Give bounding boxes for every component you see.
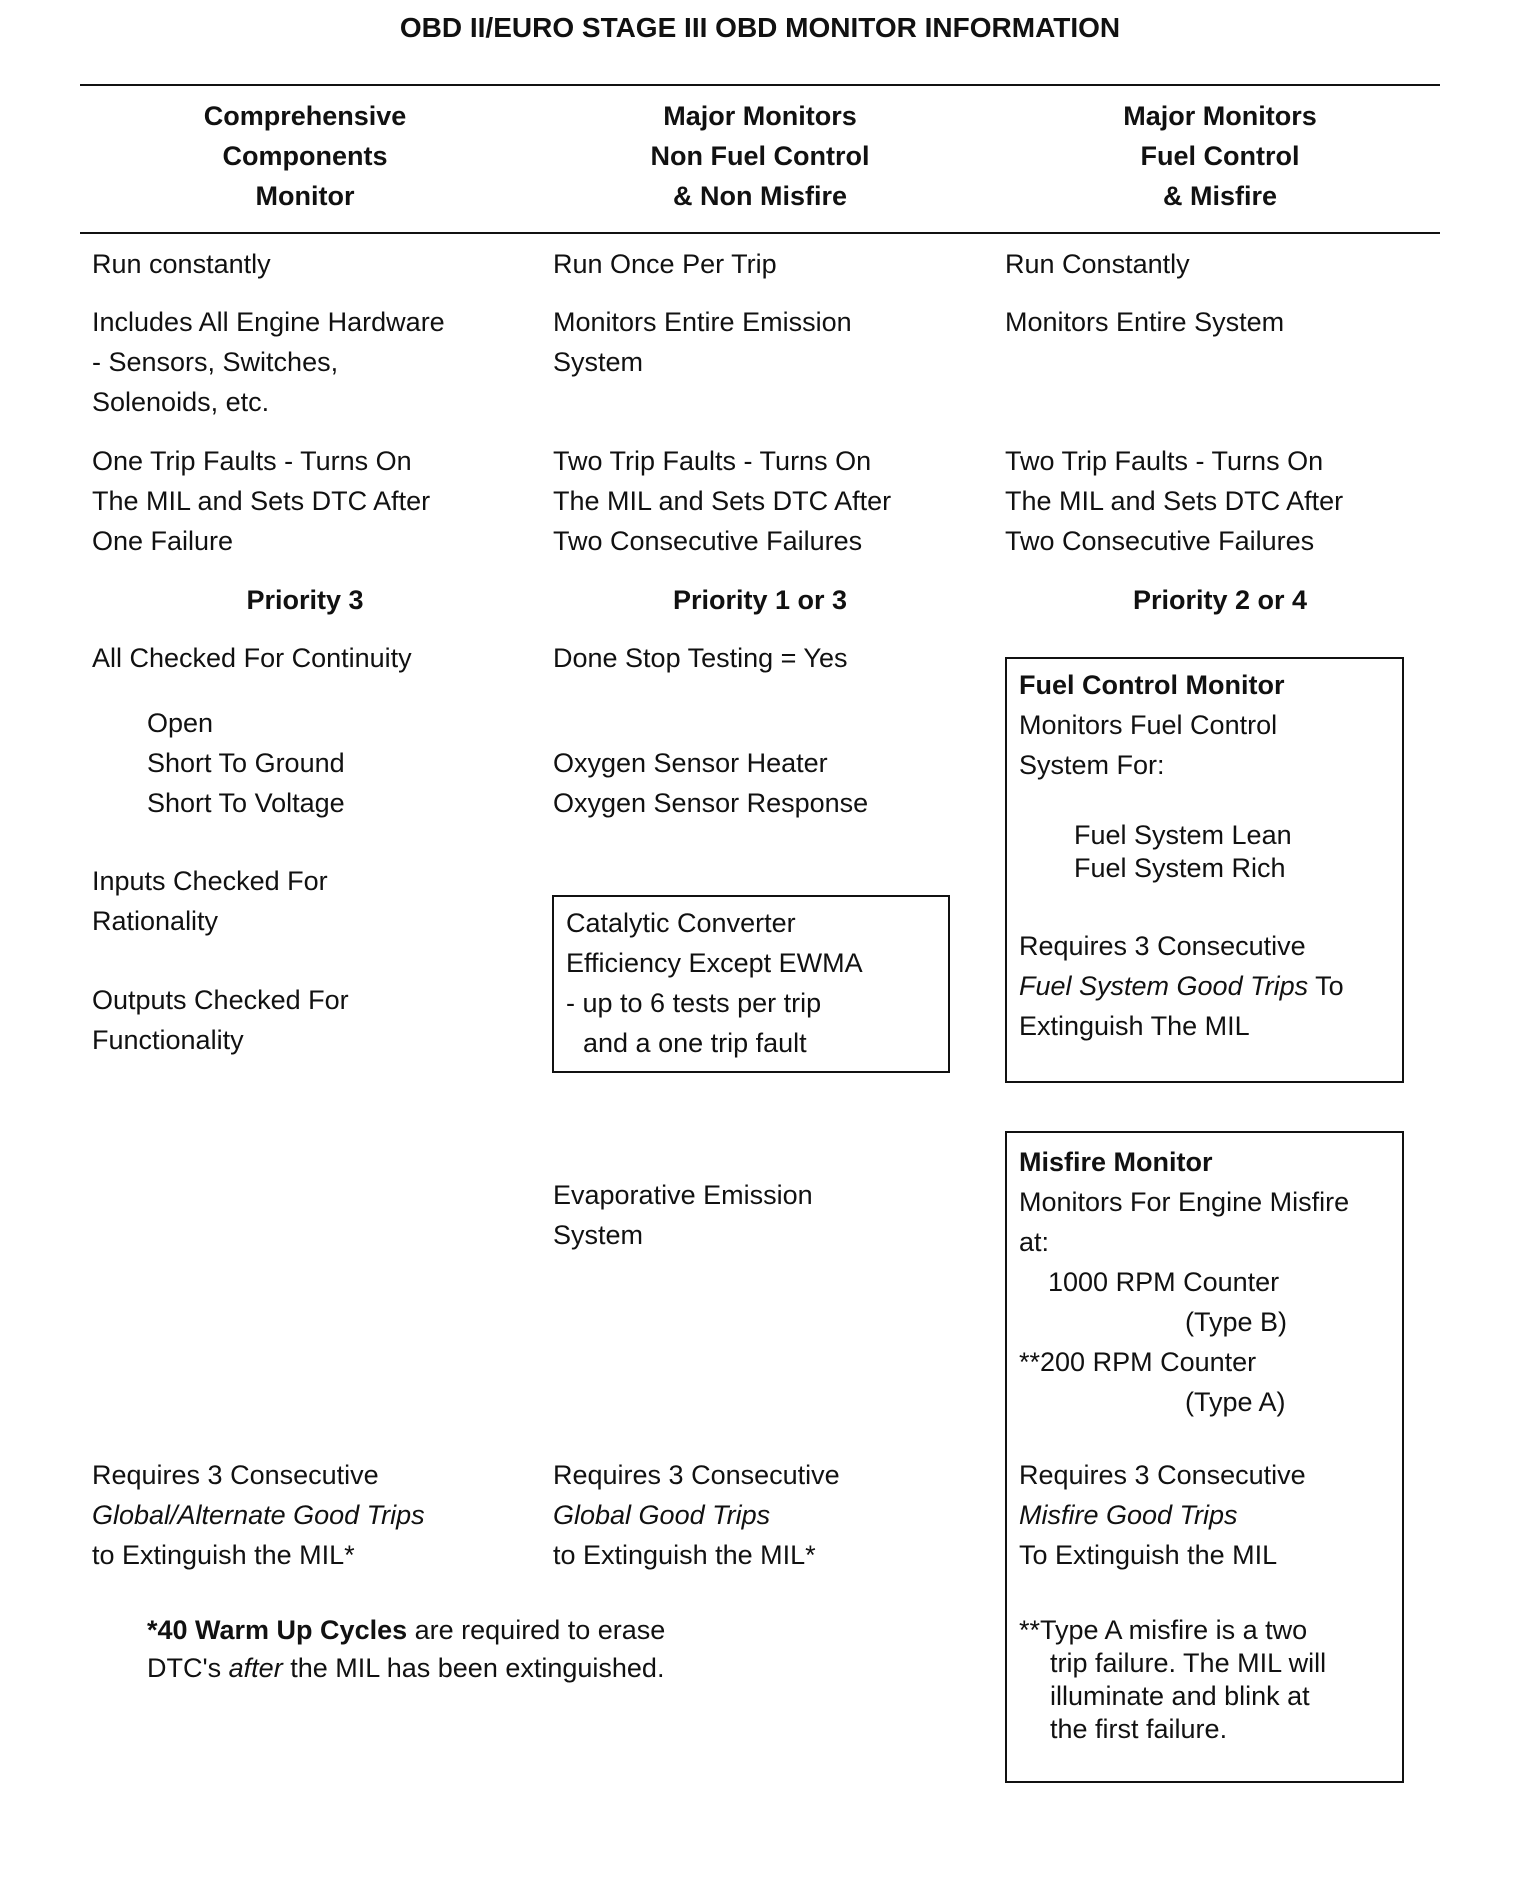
header-line: Components	[222, 141, 388, 171]
col2-requires	[553, 1455, 840, 1575]
misfire-box	[1005, 1131, 1404, 1783]
header-line: Major Monitors	[1123, 101, 1317, 131]
misfire-box-title: Misfire Monitor	[1019, 1147, 1213, 1177]
text-line: Functionality	[92, 1025, 244, 1055]
text-line: the first failure.	[1050, 1714, 1228, 1744]
col1-checks	[147, 703, 345, 823]
text-line: Oxygen Sensor Response	[553, 788, 869, 818]
text-line: Evaporative Emission	[553, 1180, 813, 1210]
italic-text: Fuel System Good Trips	[1019, 971, 1309, 1001]
page-title: OBD II/EURO STAGE III OBD MONITOR INFORMATION	[399, 12, 1121, 43]
header-line: Non Fuel Control	[650, 141, 870, 171]
catalyst-text	[566, 903, 863, 1063]
text-line: One Trip Faults - Turns On	[92, 446, 412, 476]
text-line: Extinguish The MIL	[1019, 1011, 1250, 1041]
text-line: Short To Voltage	[147, 788, 345, 818]
text-line: trip failure. The MIL will	[1050, 1648, 1327, 1678]
text-line: One Failure	[92, 526, 234, 556]
text-line: Misfire Good Trips	[1019, 1500, 1238, 1530]
fuel-box-items	[1074, 819, 1292, 885]
top-rule	[80, 84, 1440, 86]
text-line: The MIL and Sets DTC After	[92, 486, 431, 516]
text-line: Includes All Engine Hardware	[92, 307, 445, 337]
text-line: Fuel System Rich	[1074, 853, 1286, 883]
header-line: & Non Misfire	[672, 181, 847, 211]
text-line: Requires 3 Consecutive	[1019, 931, 1306, 961]
col1-outputs	[92, 980, 349, 1060]
text-line: to Extinguish the MIL*	[553, 1540, 816, 1570]
text-line: Solenoids, etc.	[92, 387, 270, 417]
header-line: Comprehensive	[203, 101, 407, 131]
misfire-counter-1000: 1000 RPM Counter	[1048, 1267, 1280, 1297]
text-line: Open	[147, 708, 214, 738]
fuel-box-requires	[1019, 926, 1344, 1046]
misfire-counter-200: **200 RPM Counter	[1019, 1347, 1257, 1377]
col3-monitors: Monitors Entire System	[1005, 307, 1285, 337]
text-line: Requires 3 Consecutive	[92, 1460, 379, 1490]
text-line: to Extinguish the MIL*	[92, 1540, 355, 1570]
header-rule	[80, 232, 1440, 234]
col1-faults	[92, 441, 430, 561]
text-line: Two Trip Faults - Turns On	[553, 446, 872, 476]
text-line: illuminate and blink at	[1050, 1681, 1310, 1711]
text-line: The MIL and Sets DTC After	[1005, 486, 1344, 516]
col2-faults	[553, 441, 891, 561]
text-line: Monitors Entire Emission	[553, 307, 852, 337]
text-line: Two Consecutive Failures	[553, 526, 863, 556]
misfire-type-b: (Type B)	[1185, 1307, 1288, 1337]
text-line: Two Consecutive Failures	[1005, 526, 1315, 556]
text-line: - up to 6 tests per trip	[566, 988, 822, 1018]
col1-includes	[92, 302, 445, 422]
footnote-italic: after	[228, 1653, 283, 1683]
text-tail: To	[1308, 971, 1344, 1001]
header-fuel-control	[1060, 96, 1380, 216]
text-line: Monitors Fuel Control	[1019, 710, 1278, 740]
text-line: Global/Alternate Good Trips	[92, 1500, 425, 1530]
text-line: Oxygen Sensor Heater	[553, 748, 828, 778]
footnote-line-2	[147, 1649, 665, 1687]
header-non-fuel-control	[600, 96, 920, 216]
col3-run: Run Constantly	[1005, 249, 1190, 279]
col2-oxygen	[553, 743, 868, 823]
footnote-text: the MIL has been extinguished.	[282, 1653, 665, 1683]
text-line	[1019, 966, 1344, 1006]
col2-priority: Priority 1 or 3	[672, 585, 848, 615]
text-line: Fuel System Lean	[1074, 820, 1292, 850]
text-line: Outputs Checked For	[92, 985, 349, 1015]
text-line: Efficiency Except EWMA	[566, 948, 863, 978]
footnote-bold: *40 Warm Up Cycles	[147, 1615, 408, 1645]
footnote-text: DTC's	[147, 1653, 229, 1683]
text-line: Catalytic Converter	[566, 908, 796, 938]
col1-inputs	[92, 861, 328, 941]
text-line: Inputs Checked For	[92, 866, 328, 896]
text-line: The MIL and Sets DTC After	[553, 486, 892, 516]
col3-faults	[1005, 441, 1343, 561]
fuel-box-title: Fuel Control Monitor	[1019, 670, 1285, 700]
footnote-text: are required to erase	[407, 1615, 666, 1645]
text-line: Monitors For Engine Misfire	[1019, 1187, 1350, 1217]
text-line: - Sensors, Switches,	[92, 347, 339, 377]
fuel-control-box	[1005, 657, 1404, 1083]
text-line: Requires 3 Consecutive	[553, 1460, 840, 1490]
text-line: System	[553, 1220, 644, 1250]
header-line: Monitor	[255, 181, 355, 211]
col1-requires	[92, 1455, 425, 1575]
text-line: and a one trip fault	[583, 1028, 807, 1058]
col3-priority: Priority 2 or 4	[1132, 585, 1308, 615]
misfire-type-a: (Type A)	[1185, 1387, 1286, 1417]
text-line: Rationality	[92, 906, 219, 936]
col1-run: Run constantly	[92, 249, 271, 279]
col2-monitors	[553, 302, 852, 382]
col2-done: Done Stop Testing = Yes	[553, 643, 848, 673]
col1-continuity: All Checked For Continuity	[92, 643, 412, 673]
text-line: System	[553, 347, 644, 377]
fuel-box-desc	[1019, 705, 1277, 785]
footnote-line-1	[147, 1611, 665, 1649]
text-line: Requires 3 Consecutive	[1019, 1460, 1306, 1490]
text-line: To Extinguish the MIL	[1019, 1540, 1278, 1570]
col1-priority: Priority 3	[246, 585, 364, 615]
col2-evap	[553, 1175, 813, 1255]
misfire-box-requires	[1019, 1455, 1306, 1575]
text-line: **Type A misfire is a two	[1019, 1615, 1308, 1645]
text-line: Global Good Trips	[553, 1500, 771, 1530]
text-line: System For:	[1019, 750, 1165, 780]
text-line: Short To Ground	[147, 748, 345, 778]
footnote	[147, 1611, 665, 1687]
header-comprehensive	[150, 96, 460, 216]
header-line: & Misfire	[1162, 181, 1278, 211]
text-line: at:	[1019, 1227, 1050, 1257]
header-line: Fuel Control	[1140, 141, 1300, 171]
col2-run: Run Once Per Trip	[553, 249, 777, 279]
misfire-box-desc	[1019, 1182, 1349, 1262]
header-line: Major Monitors	[663, 101, 857, 131]
text-line: Two Trip Faults - Turns On	[1005, 446, 1324, 476]
misfire-box-note	[1019, 1614, 1326, 1746]
catalyst-box	[552, 895, 950, 1073]
